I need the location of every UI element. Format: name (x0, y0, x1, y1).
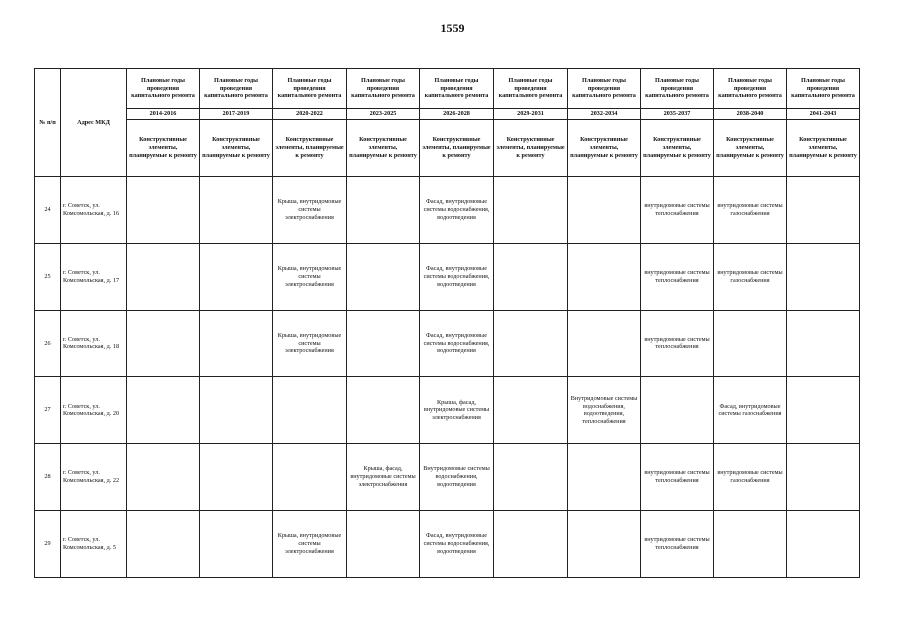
repair-cell (347, 510, 420, 577)
repair-cell: внутридомовые системы газоснабжения (714, 444, 787, 511)
repair-cell (200, 510, 273, 577)
repair-cell (787, 510, 860, 577)
repair-cell (127, 444, 200, 511)
repair-cell (568, 177, 641, 244)
table-row (35, 377, 860, 444)
repair-cell: Фасад, внутридомовые системы водоснабжения, водоотведения (420, 310, 494, 377)
planned-years-header: Плановые годы проведения капитального ремонта (787, 69, 860, 109)
elements-row (35, 120, 860, 177)
planned-years-header: Плановые годы проведения капитального ремонта (347, 69, 420, 109)
repair-cell (568, 243, 641, 310)
row-address: г. Советск, ул. Комсомольская, д. 5 (61, 510, 127, 577)
repair-cell: Крыша, внутридомовые системы электроснабжения (273, 243, 347, 310)
repair-cell: Крыша, внутридомовые системы электроснабжения (273, 177, 347, 244)
planned-years-header: Плановые годы проведения капитального ремонта (714, 69, 787, 109)
planned-years-row (35, 69, 860, 109)
period-header: 2032-2034 (568, 109, 641, 120)
planned-years-header: Плановые годы проведения капитального ремонта (127, 69, 200, 109)
repair-cell (494, 377, 568, 444)
table-row (35, 177, 860, 244)
row-address: г. Советск, ул. Комсомольская, д. 16 (61, 177, 127, 244)
address-header: Адрес МКД (61, 69, 127, 177)
repair-cell (494, 510, 568, 577)
table-row (35, 310, 860, 377)
row-number: 27 (35, 377, 61, 444)
repair-cell (200, 377, 273, 444)
period-header: 2041-2043 (787, 109, 860, 120)
repair-cell (641, 377, 714, 444)
repair-cell: Фасад, внутридомовые системы газоснабжения (714, 377, 787, 444)
elements-header: Конструктивные элементы, планируемые к ремонту (273, 120, 347, 177)
row-address: г. Советск, ул. Комсомольская, д. 18 (61, 310, 127, 377)
planned-years-header: Плановые годы проведения капитального ремонта (641, 69, 714, 109)
repair-cell (127, 243, 200, 310)
repair-cell (787, 377, 860, 444)
repair-cell (127, 310, 200, 377)
repair-cell: Внутридомовые системы водоснабжения, водоотведения (420, 444, 494, 511)
repair-cell: Крыша, внутридомовые системы электроснабжения (273, 310, 347, 377)
capital-repair-plan-table (34, 68, 860, 578)
elements-header: Конструктивные элементы, планируемые к ремонту (787, 120, 860, 177)
repair-cell: внутридомовые системы газоснабжения (714, 243, 787, 310)
elements-header: Конструктивные элементы, планируемые к ремонту (200, 120, 273, 177)
repair-cell: внутридомовые системы теплоснабжения (641, 243, 714, 310)
row-number: 26 (35, 310, 61, 377)
repair-cell (494, 243, 568, 310)
planned-years-header: Плановые годы проведения капитального ремонта (494, 69, 568, 109)
elements-header: Конструктивные элементы, планируемые к ремонту (568, 120, 641, 177)
row-address: г. Советск, ул. Комсомольская, д. 17 (61, 243, 127, 310)
planned-years-header: Плановые годы проведения капитального ремонта (273, 69, 347, 109)
planned-years-header: Плановые годы проведения капитального ремонта (200, 69, 273, 109)
repair-cell (273, 444, 347, 511)
repair-cell: внутридомовые системы теплоснабжения (641, 510, 714, 577)
repair-cell (200, 444, 273, 511)
period-header: 2029-2031 (494, 109, 568, 120)
period-header: 2038-2040 (714, 109, 787, 120)
row-address: г. Советск, ул. Комсомольская, д. 22 (61, 444, 127, 511)
repair-cell (273, 377, 347, 444)
elements-header: Конструктивные элементы, планируемые к ремонту (127, 120, 200, 177)
row-number: 25 (35, 243, 61, 310)
repair-cell (787, 177, 860, 244)
repair-cell: Фасад, внутридомовые системы водоснабжения, водоотведения (420, 510, 494, 577)
periods-row (35, 109, 860, 120)
num-header: № п/п (35, 69, 61, 177)
row-number: 29 (35, 510, 61, 577)
table-body (35, 177, 860, 578)
elements-header: Конструктивные элементы, планируемые к ремонту (420, 120, 494, 177)
planned-years-header: Плановые годы проведения капитального ремонта (568, 69, 641, 109)
repair-cell: Фасад, внутридомовые системы водоснабжения, водоотведения (420, 243, 494, 310)
repair-cell (787, 444, 860, 511)
repair-cell (494, 310, 568, 377)
repair-cell (568, 510, 641, 577)
repair-cell: Крыша, фасад, внутридомовые системы электроснабжения (420, 377, 494, 444)
repair-cell (127, 510, 200, 577)
period-header: 2020-2022 (273, 109, 347, 120)
elements-header: Конструктивные элементы, планируемые к ремонту (641, 120, 714, 177)
repair-cell: внутридомовые системы газоснабжения (714, 177, 787, 244)
repair-cell: Крыша, внутридомовые системы электроснабжения (273, 510, 347, 577)
repair-cell: внутридомовые системы теплоснабжения (641, 310, 714, 377)
repair-cell: Внутридомовые системы водоснабжения, водоотведения, теплоснабжения (568, 377, 641, 444)
repair-cell (714, 310, 787, 377)
repair-cell (787, 310, 860, 377)
period-header: 2026-2028 (420, 109, 494, 120)
table-header (35, 69, 860, 177)
repair-cell (347, 177, 420, 244)
elements-header: Конструктивные элементы, планируемые к ремонту (347, 120, 420, 177)
repair-cell (347, 377, 420, 444)
period-header: 2014-2016 (127, 109, 200, 120)
repair-cell (347, 243, 420, 310)
elements-header: Конструктивные элементы, планируемые к ремонту (494, 120, 568, 177)
repair-cell (787, 243, 860, 310)
table-row (35, 444, 860, 511)
repair-cell (568, 310, 641, 377)
planned-years-header: Плановые годы проведения капитального ремонта (420, 69, 494, 109)
repair-cell (714, 510, 787, 577)
repair-cell (494, 177, 568, 244)
table-row (35, 510, 860, 577)
period-header: 2017-2019 (200, 109, 273, 120)
table-row (35, 243, 860, 310)
period-header: 2023-2025 (347, 109, 420, 120)
repair-cell: Фасад, внутридомовые системы водоснабжения, водоотведения (420, 177, 494, 244)
repair-cell (127, 177, 200, 244)
repair-cell (494, 444, 568, 511)
row-number: 24 (35, 177, 61, 244)
repair-cell: внутридомовые системы теплоснабжения (641, 177, 714, 244)
repair-cell (200, 310, 273, 377)
elements-header: Конструктивные элементы, планируемые к ремонту (714, 120, 787, 177)
row-address: г. Советск, ул. Комсомольская, д. 20 (61, 377, 127, 444)
page-number: 1559 (440, 21, 465, 35)
period-header: 2035-2037 (641, 109, 714, 120)
repair-cell: внутридомовые системы теплоснабжения (641, 444, 714, 511)
repair-cell (347, 310, 420, 377)
repair-cell (127, 377, 200, 444)
repair-cell (568, 444, 641, 511)
repair-cell (200, 177, 273, 244)
row-number: 28 (35, 444, 61, 511)
repair-cell (200, 243, 273, 310)
repair-cell: Крыша, фасад, внутридомовые системы электроснабжения (347, 444, 420, 511)
